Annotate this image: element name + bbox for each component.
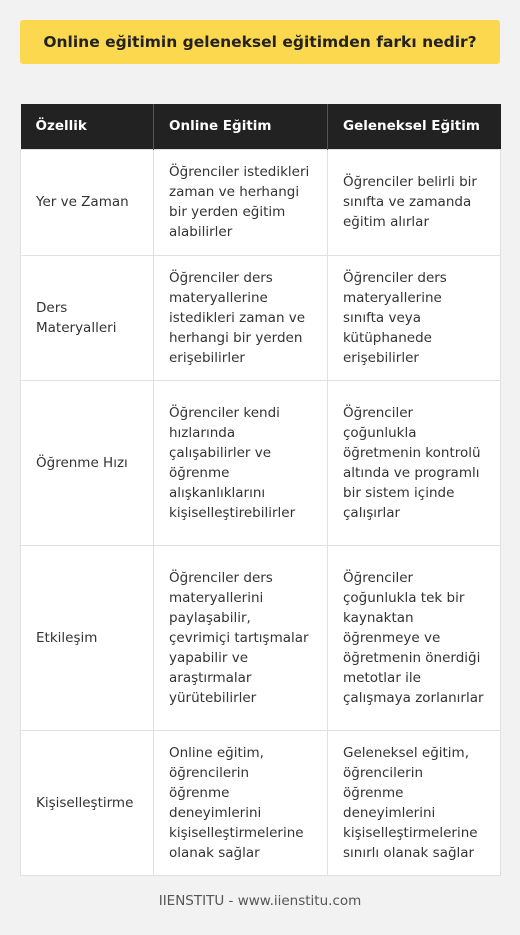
footer-credit: IIENSTITU - www.iienstitu.com [158,893,362,909]
cell-traditional: Öğrenciler belirli bir sınıfta ve zamanda eğitim alırlar [328,149,501,255]
header-online: Online Eğitim [154,104,328,149]
table-row [21,380,501,545]
cell-online: Öğrenciler istedikleri zaman ve herhangi bir yerden eğitim alabilirler [154,149,328,255]
cell-traditional: Öğrenciler ders materyallerine sınıfta veya kütüphanede erişebilirler [328,255,501,380]
table-row [21,545,501,730]
table-row [21,149,501,255]
page-title: Online eğitimin geleneksel eğitimden farkı nedir? [20,20,500,64]
cell-feature: Öğrenme Hızı [21,380,154,545]
comparison-table [20,104,501,876]
cell-traditional: Öğrenciler çoğunlukla tek bir kaynaktan öğrenmeye ve öğretmenin önerdiği metotlar ile çalışmaya zorlanırlar [328,545,501,730]
cell-feature: Kişiselleştirme [21,730,154,875]
cell-online: Öğrenciler ders materyallerine istedikleri zaman ve herhangi bir yerden erişebilirler [154,255,328,380]
table-row [21,730,501,875]
header-traditional: Geleneksel Eğitim [328,104,501,149]
header-feature: Özellik [21,104,154,149]
cell-online: Öğrenciler kendi hızlarında çalışabilirler ve öğrenme alışkanlıklarını kişiselleştirebilirler [154,380,328,545]
cell-traditional: Öğrenciler çoğunlukla öğretmenin kontrolü altında ve programlı bir sistem içinde çalışırlar [328,380,501,545]
cell-feature: Etkileşim [21,545,154,730]
cell-feature: Ders Materyalleri [21,255,154,380]
cell-feature: Yer ve Zaman [21,149,154,255]
table-header-row [21,104,501,149]
table-row [21,255,501,380]
cell-online: Öğrenciler ders materyallerini paylaşabilir, çevrimiçi tartışmalar yapabilir ve araştırmalar yürütebilirler [154,545,328,730]
cell-traditional: Geleneksel eğitim, öğrencilerin öğrenme deneyimlerini kişiselleştirmelerine sınırlı olanak sağlar [328,730,501,875]
cell-online: Online eğitim, öğrencilerin öğrenme deneyimlerini kişiselleştirmelerine olanak sağlar [154,730,328,875]
